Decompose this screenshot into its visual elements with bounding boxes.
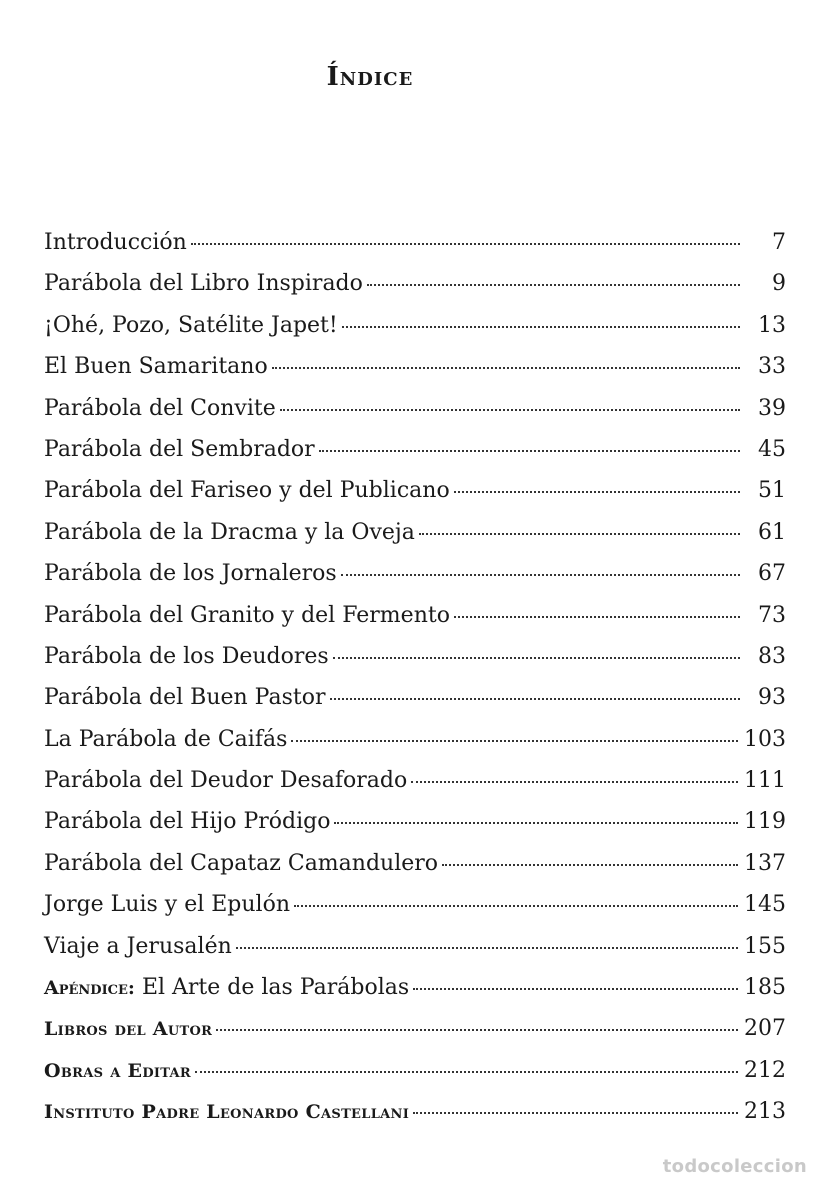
toc-entry-label: Parábola de la Dracma y la Oveja [44,519,415,545]
toc-entry-label: La Parábola de Caifás [44,726,288,752]
toc-entry-page: 33 [758,354,786,380]
toc-entry-label [44,967,409,1009]
dot-leader [411,781,738,783]
toc-entry-label: Parábola del Fariseo y del Publicano [44,478,450,504]
toc-entry-page: 9 [772,271,786,297]
watermark: todocoleccion [662,1156,807,1177]
dot-leader [191,243,740,245]
dot-leader [294,905,738,907]
toc-entry-page: 119 [744,809,786,835]
toc-entry-label: Parábola del Buen Pastor [44,685,326,711]
toc-entry-page: 83 [758,643,786,669]
toc-entry-page: 67 [758,561,786,587]
dot-leader [216,1029,738,1031]
toc-entry [44,429,786,470]
toc-entry-label: Parábola del Convite [44,395,276,421]
toc-entry-page: 103 [744,726,786,752]
toc-entry [44,843,786,884]
toc-entry [44,884,786,925]
dot-leader [195,1071,738,1073]
toc-entry-label: Parábola del Libro Inspirado [44,271,363,297]
toc-entry [44,719,786,760]
toc-entry-label: Parábola del Deudor Desaforado [44,768,408,794]
toc-entry-page: 93 [758,685,786,711]
toc-entry-page: 45 [758,436,786,462]
toc-entry [44,595,786,636]
toc-entry [44,1050,786,1091]
toc-entry-page: 61 [758,519,786,545]
dot-leader [334,822,738,824]
toc-entry-label: Parábola del Granito y del Fermento [44,602,450,628]
toc-entry-label: Viaje a Jerusalén [44,933,232,959]
toc-entry-page: 73 [758,602,786,628]
dot-leader [291,740,738,742]
toc-entry-label: Parábola de los Deudores [44,643,329,669]
toc-entry [44,388,786,429]
dot-leader [236,947,738,949]
toc-entry-page: 39 [758,395,786,421]
dot-leader [280,409,740,411]
page-title: Índice [326,62,414,92]
toc-entry [44,801,786,842]
dot-leader [333,657,740,659]
toc-entry-label: Introducción [44,230,187,255]
table-of-contents [44,222,786,1133]
toc-entry [44,305,786,346]
toc-entry [44,222,786,263]
dot-leader [330,698,740,700]
toc-entry-page: 145 [744,892,786,918]
toc-entry [44,760,786,801]
toc-entry [44,346,786,387]
toc-entry-label: Jorge Luis y el Epulón [44,892,291,918]
toc-entry-page: 13 [758,312,786,338]
dot-leader [341,574,740,576]
dot-leader [342,326,740,328]
toc-entry [44,553,786,594]
dot-leader [272,367,740,369]
toc-entry-label: Parábola del Hijo Pródigo [44,809,331,835]
toc-entry-page: 185 [744,975,786,1001]
dot-leader [319,450,740,452]
toc-entry-page: 51 [758,478,786,504]
toc-entry-label: Libros del Autor [44,1018,213,1041]
dot-leader [413,1112,738,1114]
toc-entry [44,512,786,553]
toc-entry [44,470,786,511]
toc-entry [44,263,786,304]
toc-entry-page: 111 [744,768,786,794]
toc-entry [44,967,786,1008]
dot-leader [413,988,738,990]
toc-entry-label: Instituto Padre Leonardo Castellani [44,1101,410,1124]
toc-entry-label: El Buen Samaritano [44,354,268,380]
toc-entry-label: Obras a Editar [44,1059,192,1082]
toc-entry [44,636,786,677]
toc-entry-page: 213 [744,1099,786,1125]
toc-entry [44,677,786,718]
toc-entry-page: 212 [744,1057,786,1083]
appendix-prefix: Apéndice: [44,977,135,1000]
dot-leader [454,491,740,493]
appendix-title: El Arte de las Parábolas [141,975,410,1001]
dot-leader [442,864,738,866]
toc-entry-page: 137 [744,850,786,876]
toc-entry-label: ¡Ohé, Pozo, Satélite Japet! [44,312,338,338]
dot-leader [419,533,740,535]
toc-entry-label: Parábola del Sembrador [44,436,315,462]
toc-entry [44,926,786,967]
toc-entry-label: Parábola de los Jornaleros [44,561,337,587]
dot-leader [454,616,740,618]
toc-entry-page: 207 [744,1016,786,1042]
toc-entry-label: Parábola del Capataz Camandulero [44,850,439,876]
toc-entry [44,1091,786,1132]
dot-leader [367,284,740,286]
toc-entry-page: 155 [744,933,786,959]
toc-entry [44,1008,786,1049]
toc-entry-page: 7 [772,230,786,255]
